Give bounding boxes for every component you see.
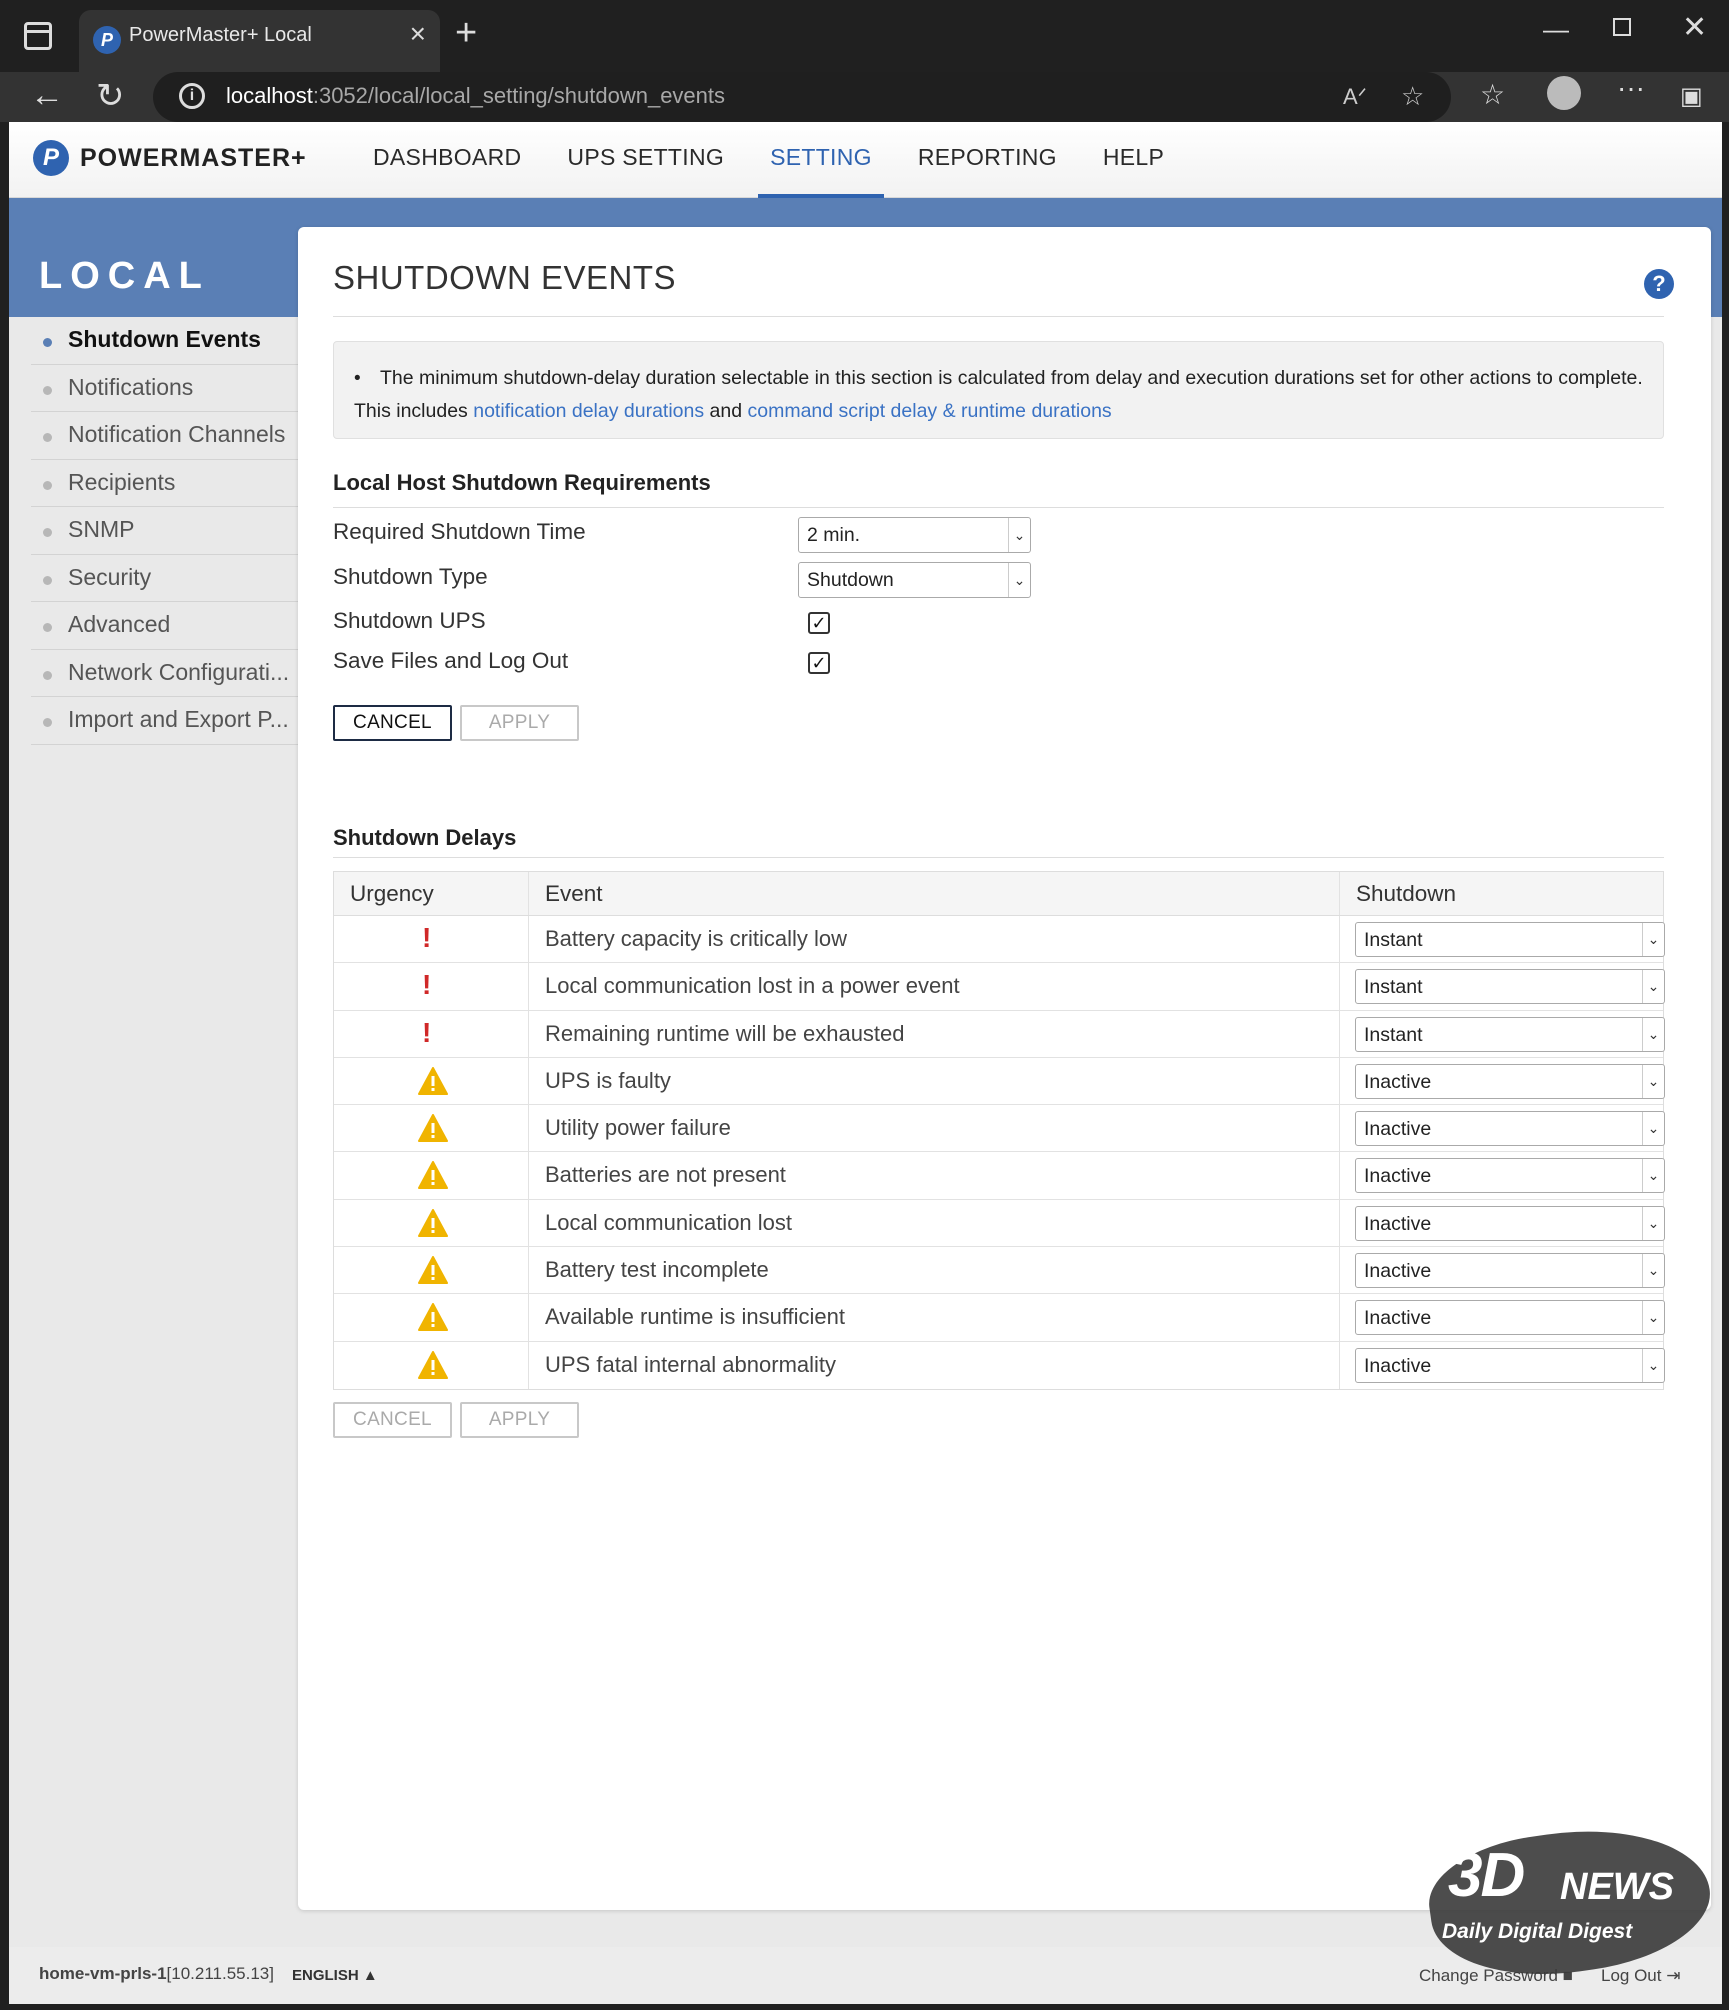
sidebar-item-network-configuration[interactable]: Network Configurati...: [31, 650, 299, 698]
chevron-down-icon: ⌄: [1642, 923, 1664, 956]
urgency-cell: [334, 1105, 529, 1151]
sidebar-item-security[interactable]: Security: [31, 555, 299, 603]
critical-alert-icon: !: [422, 969, 432, 1001]
shutdown-cell: [1340, 1152, 1663, 1198]
required-shutdown-time-select[interactable]: 2 min. ⌄: [798, 517, 1031, 553]
shutdown-delay-select[interactable]: [1355, 1253, 1665, 1288]
nav-reporting[interactable]: REPORTING: [917, 144, 1057, 170]
shutdown-cell: [1340, 1058, 1663, 1104]
browser-tab-bar: [0, 0, 1729, 72]
shutdown-delay-select[interactable]: [1355, 922, 1665, 957]
shutdown-type-select[interactable]: Shutdown ⌄: [798, 562, 1031, 598]
nav-dashboard[interactable]: DASHBOARD: [373, 144, 522, 170]
save-files-label: Save Files and Log Out: [333, 648, 569, 673]
warning-icon: [418, 1114, 448, 1142]
event-cell: Utility power failure: [529, 1105, 1340, 1151]
table-row: [334, 1152, 1663, 1199]
language-selector[interactable]: ENGLISH ▲: [292, 1967, 378, 1984]
browser-tab[interactable]: [79, 10, 440, 72]
notification-delay-link[interactable]: notification delay durations: [473, 400, 705, 422]
shutdown-cell: [1340, 916, 1663, 962]
cancel-button[interactable]: CANCEL: [333, 705, 452, 741]
shutdown-delay-select[interactable]: [1355, 1348, 1665, 1383]
chevron-down-icon: ⌄: [1642, 1349, 1664, 1382]
column-header-event: Event: [529, 872, 1340, 915]
chevron-down-icon: ⌄: [1008, 563, 1030, 597]
reload-icon[interactable]: ↻: [96, 77, 125, 115]
required-shutdown-time-label: Required Shutdown Time: [333, 519, 586, 544]
urgency-cell: [334, 1294, 529, 1340]
table-body: [334, 916, 1663, 1389]
warning-icon: [418, 1161, 448, 1189]
chevron-down-icon: ⌄: [1008, 518, 1030, 552]
maximize-icon[interactable]: [1613, 18, 1631, 36]
read-aloud-icon[interactable]: Aᐟ: [1343, 84, 1367, 109]
tab-title: PowerMaster+ Local: [129, 24, 312, 46]
shutdown-delay-select[interactable]: [1355, 1300, 1665, 1335]
shutdown-cell: [1340, 1342, 1663, 1389]
shutdown-cell: [1340, 1011, 1663, 1057]
shutdown-delay-value: Inactive: [1364, 1165, 1432, 1188]
nav-help[interactable]: HELP: [1102, 144, 1165, 170]
event-cell: Remaining runtime will be exhausted: [529, 1011, 1340, 1057]
urgency-cell: [334, 1200, 529, 1246]
checkmark-icon: ✓: [811, 613, 827, 633]
command-script-delay-link[interactable]: command script delay & runtime durations: [747, 400, 1112, 422]
sidebar-item-notification-channels[interactable]: Notification Channels: [31, 412, 299, 460]
url-text: localhost:3052/local/local_setting/shutdown_events: [226, 83, 726, 108]
shutdown-ups-checkbox[interactable]: [808, 612, 830, 634]
critical-alert-icon: !: [422, 1016, 432, 1048]
shutdown-delay-select[interactable]: [1355, 1064, 1665, 1099]
table-row: [334, 1342, 1663, 1389]
section-divider: [333, 507, 1664, 508]
sidebar-toggle-icon[interactable]: ▣: [1680, 83, 1703, 110]
event-cell: UPS is faulty: [529, 1058, 1340, 1104]
shutdown-delay-value: Inactive: [1364, 1070, 1432, 1093]
caret-up-icon: ▲: [362, 1967, 378, 1984]
powermaster-favicon-icon: P: [93, 26, 121, 54]
favorites-icon[interactable]: ☆: [1480, 79, 1506, 110]
checkmark-icon: ✓: [811, 653, 827, 673]
urgency-cell: [334, 1152, 529, 1198]
urgency-cell: [334, 1342, 529, 1389]
profile-avatar[interactable]: [1547, 76, 1581, 110]
help-icon[interactable]: ?: [1644, 269, 1674, 299]
shutdown-delay-value: Inactive: [1364, 1212, 1432, 1235]
apply-button[interactable]: APPLY: [460, 705, 579, 741]
event-cell: Battery capacity is critically low: [529, 916, 1340, 962]
column-header-shutdown: Shutdown: [1356, 881, 1457, 906]
shutdown-delay-value: Inactive: [1364, 1354, 1432, 1377]
event-cell: Available runtime is insufficient: [529, 1294, 1340, 1340]
minimize-icon[interactable]: —: [1543, 14, 1569, 44]
chevron-down-icon: ⌄: [1642, 1018, 1664, 1051]
chevron-down-icon: ⌄: [1642, 1065, 1664, 1098]
nav-ups-setting[interactable]: UPS SETTING: [567, 144, 725, 170]
shutdown-delay-value: Instant: [1364, 929, 1423, 951]
table-row: [334, 916, 1663, 963]
change-password-link[interactable]: Change Password ■: [1419, 1966, 1573, 1985]
column-header-urgency: Urgency: [334, 872, 529, 915]
close-window-icon[interactable]: ✕: [1682, 11, 1708, 44]
event-cell: Batteries are not present: [529, 1152, 1340, 1198]
shutdown-delay-value: Inactive: [1364, 1307, 1432, 1330]
save-files-checkbox[interactable]: [808, 652, 830, 674]
warning-icon: [418, 1209, 448, 1237]
log-out-link[interactable]: Log Out ⇥: [1601, 1966, 1681, 1985]
urgency-cell: [334, 1247, 529, 1293]
chevron-down-icon: ⌄: [1642, 1159, 1664, 1192]
shutdown-delay-select[interactable]: [1355, 969, 1665, 1004]
watermark-brand-2: NEWS: [1560, 1866, 1674, 1908]
logout-icon: ⇥: [1666, 1966, 1681, 1985]
watermark-brand: 3D: [1448, 1841, 1524, 1910]
urgency-cell: [334, 916, 529, 962]
sidebar-item-shutdown-events[interactable]: Shutdown Events: [31, 317, 299, 365]
sidebar-item-import-export[interactable]: Import and Export P...: [31, 697, 299, 745]
table-row: [334, 1058, 1663, 1105]
shutdown-ups-label: Shutdown UPS: [333, 608, 486, 633]
content-card: [298, 227, 1711, 1910]
table-row: [334, 1200, 1663, 1247]
sidebar-item-recipients[interactable]: Recipients: [31, 460, 299, 508]
table-row: [334, 1011, 1663, 1058]
back-icon[interactable]: ←: [30, 76, 64, 114]
critical-alert-icon: !: [422, 922, 432, 953]
local-host-heading: Local Host Shutdown Requirements: [333, 470, 711, 495]
shutdown-delay-select[interactable]: [1355, 1206, 1665, 1241]
sidebar: [31, 317, 299, 745]
shutdown-delay-select[interactable]: [1355, 1017, 1665, 1052]
lock-icon: ■: [1562, 1966, 1573, 1985]
cancel-button-bottom[interactable]: CANCEL: [333, 1402, 452, 1438]
shutdown-type-label: Shutdown Type: [333, 564, 488, 589]
tab-actions-icon[interactable]: [24, 22, 52, 50]
event-cell: UPS fatal internal abnormality: [529, 1342, 1340, 1389]
new-tab-icon[interactable]: +: [455, 12, 478, 54]
urgency-cell: [334, 963, 529, 1009]
chevron-down-icon: ⌄: [1642, 1301, 1664, 1334]
site-info-icon[interactable]: i: [179, 83, 205, 109]
event-cell: Battery test incomplete: [529, 1247, 1340, 1293]
event-cell: Local communication lost: [529, 1200, 1340, 1246]
host-name: home-vm-prls-1[10.211.55.13]: [39, 1964, 274, 1983]
chevron-down-icon: ⌄: [1642, 1254, 1664, 1287]
table-header: [334, 872, 1663, 916]
watermark-logo: [1430, 1832, 1710, 1982]
urgency-cell: [334, 1058, 529, 1104]
apply-button-bottom[interactable]: APPLY: [460, 1402, 579, 1438]
bullet-icon: •: [354, 368, 361, 389]
info-text-1: The minimum shutdown-delay duration selectable in this section is calculated from delay and execution durations set for other actions to complete. This includes: [354, 367, 1643, 422]
page: [9, 122, 1722, 2004]
warning-icon: [418, 1256, 448, 1284]
shutdown-cell: [1340, 1294, 1663, 1340]
app-header: [9, 122, 1722, 198]
table-row: [334, 1294, 1663, 1341]
sidebar-item-advanced[interactable]: Advanced: [31, 602, 299, 650]
shutdown-delay-value: Instant: [1364, 1023, 1423, 1046]
app-logo-text: POWERMASTER+: [80, 144, 307, 172]
shutdown-delay-value: Inactive: [1364, 1260, 1432, 1283]
table-row: [334, 1105, 1663, 1152]
more-options-icon[interactable]: ···: [1617, 72, 1645, 103]
shutdown-delay-select[interactable]: [1355, 1111, 1665, 1146]
url-input[interactable]: [153, 72, 1451, 122]
shutdown-delay-value: Instant: [1364, 976, 1423, 999]
favorite-star-icon[interactable]: ☆: [1401, 81, 1425, 111]
warning-icon: [418, 1351, 448, 1379]
shutdown-cell: [1340, 1247, 1663, 1293]
urgency-cell: [334, 1011, 529, 1057]
sidebar-item-snmp[interactable]: SNMP: [31, 507, 299, 555]
sidebar-title: LOCAL: [39, 255, 210, 297]
page-title: SHUTDOWN EVENTS: [333, 259, 677, 296]
tab-close-icon[interactable]: ×: [409, 18, 426, 49]
main-nav: [361, 122, 1198, 198]
sidebar-item-notifications[interactable]: Notifications: [31, 365, 299, 413]
chevron-down-icon: ⌄: [1642, 1207, 1664, 1240]
shutdown-delays-heading: Shutdown Delays: [333, 825, 517, 850]
section-divider: [333, 857, 1664, 858]
info-text-2: and: [704, 400, 748, 422]
table-row: [334, 963, 1663, 1010]
shutdown-cell: [1340, 963, 1663, 1009]
watermark-tagline: Daily Digital Digest: [1442, 1920, 1633, 1943]
shutdown-cell: [1340, 1105, 1663, 1151]
shutdown-delay-value: Inactive: [1364, 1118, 1432, 1141]
shutdown-cell: [1340, 1200, 1663, 1246]
warning-icon: [418, 1303, 448, 1331]
nav-setting[interactable]: SETTING: [758, 122, 884, 198]
title-divider: [333, 316, 1664, 317]
warning-icon: [418, 1067, 448, 1095]
chevron-down-icon: ⌄: [1642, 1112, 1664, 1145]
event-cell: Local communication lost in a power event: [529, 963, 1340, 1009]
shutdown-delays-table: [333, 871, 1664, 1390]
powermaster-logo-icon: P: [33, 140, 69, 176]
info-note: [333, 341, 1664, 439]
address-bar-row: [0, 72, 1729, 122]
table-row: [334, 1247, 1663, 1294]
shutdown-delay-select[interactable]: [1355, 1158, 1665, 1193]
chevron-down-icon: ⌄: [1642, 970, 1664, 1003]
